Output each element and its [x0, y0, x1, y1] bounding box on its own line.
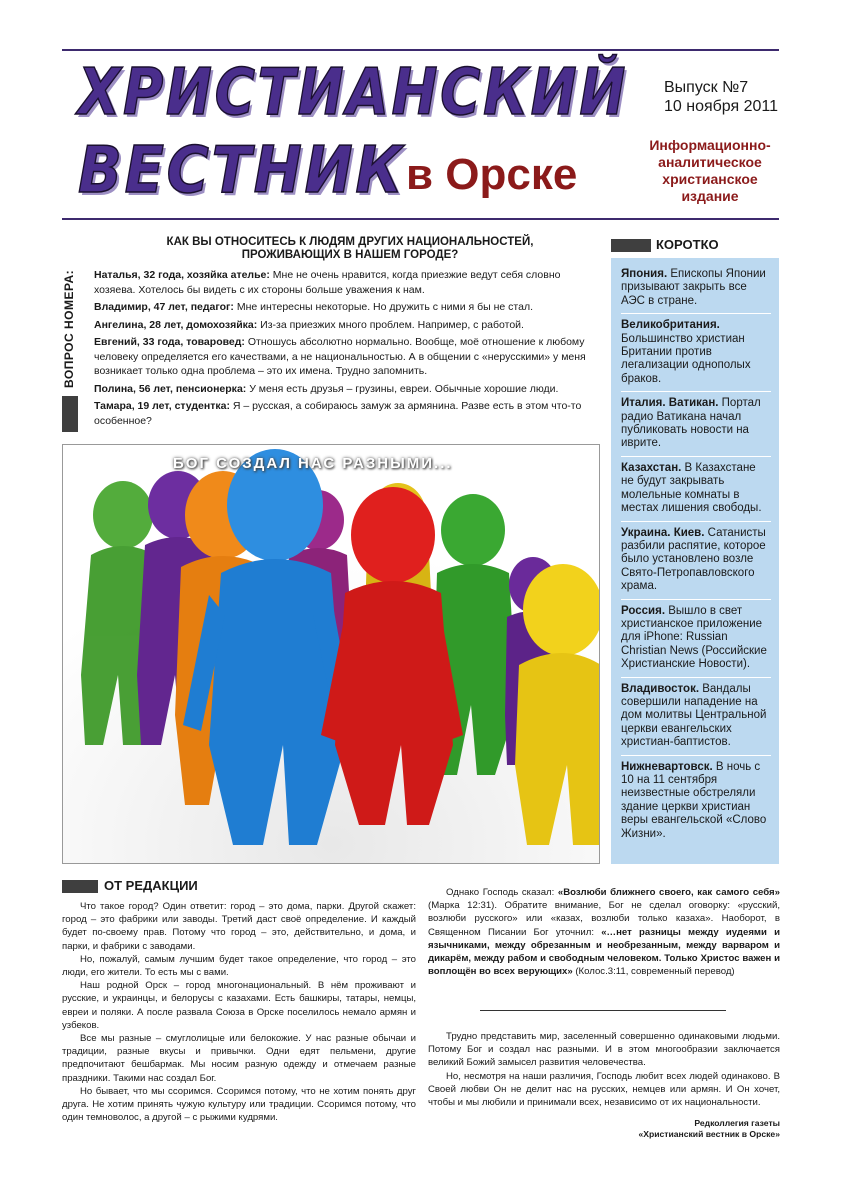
question-side-bar [62, 396, 78, 432]
answer-item [94, 382, 600, 397]
sidebar-heading-bar [611, 239, 651, 252]
editorial-left-column [62, 900, 416, 1124]
editorial-text: (Колос.3:11, современный перевод) [572, 966, 735, 978]
answer-text: У меня есть друзья – грузины, евреи. Обычные хорошие люди. [246, 382, 559, 395]
editorial-heading-bar [62, 880, 98, 893]
news-list [621, 268, 771, 851]
answer-author: Наталья, 32 года, хозяйка ателье: [94, 269, 270, 281]
answer-text: Из-за приезжих много проблем. Например, с работой. [257, 318, 524, 331]
answer-author: Ангелина, 28 лет, домохозяйка: [94, 318, 258, 331]
news-place: Россия. [621, 604, 666, 617]
scripture-quote: «Возлюби ближнего своего, как самого себя» [557, 887, 780, 898]
news-item [621, 605, 771, 678]
news-item [621, 462, 771, 522]
issue-info [664, 78, 778, 116]
photo-caption: БОГ СОЗДАЛ НАС РАЗНЫМИ... [173, 455, 453, 472]
editorial-paragraph: Но, несмотря на наши различия, Господь любит всех людей одинаково. В Своей любви Он не делит нас на русских, немцев или армян. И Он хочет, чтобы и мы любили и принимали всех, независимо от их национальности. [428, 1070, 780, 1109]
issue-number: Выпуск №7 [664, 79, 749, 96]
logo-city: в Орске [406, 150, 578, 199]
news-text: В Казахстане не будут закрывать молельные комнаты в местах лишения свободы. [621, 461, 762, 515]
news-text: В ночь с 10 на 11 сентября неизвестные обстреляли здание церкви христиан веры евангельской «Слово Жизни». [621, 760, 767, 840]
answer-text: Отношусь абсолютно нормально. Вообще, моё отношение к любому человеку определяется его качествами, а не национальностью. А в общении с «нерусскими» у меня возникает только одна проблема – это их имена. Трудно запомнить. [94, 336, 586, 377]
editorial-paragraph: Но бывает, что мы ссоримся. Ссоримся потому, что не хотим понять друг друга. Не хотим принять чужую культуру или традиции. Ссоримся потому, что один темноволос, а другой – с рыжими кудрями. [62, 1085, 416, 1124]
logo-title-line1: ХРИСТИАНСКИЙ [78, 56, 628, 130]
answer-item [94, 399, 600, 428]
answer-item [94, 268, 600, 297]
answer-item [94, 318, 600, 333]
tagline: Информационно-аналитическое христианское издание [649, 137, 771, 204]
answers-list [94, 268, 600, 431]
news-place: Нижневартовск. [621, 760, 713, 773]
scripture-quote: «…нет разницы между иудеями и язычниками, между обрезанным и необрезанным, между варваром и дикарём, между рабом и свободным человеком. Только Христос важен и воплощён во всех верующих» [428, 926, 780, 978]
editorial-right-column [428, 886, 780, 978]
editorial-divider [480, 1010, 726, 1011]
editorial-paragraph: Что такое город? Один ответит: город – это дома, парки. Другой скажет: город – это фабрики или заводы. Третий даст своё определение. И каждый будет по-своему прав. Потому что город – это, действительно, и дома, и парки, и фабрики с заводами. [62, 901, 416, 952]
answer-text: Мне не очень нравится, когда приезжие ведут себя словно хозяева. Хотелось бы видеть с их стороны больше уважения к нам. [94, 269, 561, 296]
news-place: Казахстан. [621, 461, 682, 474]
editorial-text: (Марка 12:31). Обратите внимание, Бог не сделал оговорку: «русский, возлюби русского» или «казах, возлюби только казаха». Наоборот, в Священном Писании Бог уточнил: [428, 900, 780, 938]
news-item [621, 683, 771, 756]
news-text: Епископы Японии призывают закрыть все АЭС в стране. [621, 268, 766, 307]
answer-author: Тамара, 19 лет, студентка: [94, 400, 230, 412]
news-place: Япония. [621, 268, 668, 280]
news-item [621, 527, 771, 600]
news-text: Вышло в свет христианское приложение для iPhone: Russian Christian News (Российские Христианские Новости). [621, 604, 767, 671]
signature-line: «Христианский вестник в Орске» [638, 1129, 780, 1139]
news-text: Вандалы совершили нападение на дом молитвы Центральной церкви евангельских христиан-баптистов. [621, 682, 767, 749]
news-place: Италия. Ватикан. [621, 397, 719, 410]
news-text: Большинство христиан Британии против легализации однополых браков. [621, 332, 751, 385]
masthead-bottom-rule [62, 218, 779, 220]
news-place: Владивосток. [621, 682, 700, 695]
editorial-paragraph: Трудно представить мир, заселенный совершенно одинаковыми людьми. Потому Бог и создал нас разными. И в этом многообразии заключается великий Божий замысел развития человечества. [428, 1031, 780, 1069]
editorial-signature [580, 1118, 780, 1140]
question-side-label: ВОПРОС НОМЕРА: [62, 269, 76, 388]
news-item [621, 319, 771, 392]
editorial-paragraph-scripture [428, 886, 780, 978]
answer-text: Мне интересны некоторые. Но дружить с ними я бы не стал. [233, 301, 533, 313]
editorial-paragraph: Но, пожалуй, самым лучшим будет такое определение, что город – это люди, его жители. То есть мы с вами. [62, 953, 416, 979]
answer-item [94, 300, 600, 315]
signature-line: Редколлегия газеты [694, 1118, 780, 1128]
news-item [621, 397, 771, 457]
news-text: Сатанисты разбили распятие, которое было установлено возле Свято-Петропавловского храма. [621, 526, 766, 593]
masthead-top-rule [62, 49, 779, 51]
editorial-heading: ОТ РЕДАКЦИИ [104, 878, 198, 893]
answer-item [94, 335, 600, 379]
colored-figures-illustration [63, 445, 600, 864]
news-text: Портал радио Ватикана начал публиковать новости на иврите. [621, 397, 761, 450]
answer-author: Евгений, 33 года, товаровед: [94, 336, 245, 348]
news-place: Украина. Киев. [621, 526, 705, 539]
sidebar-heading: КОРОТКО [656, 237, 719, 252]
answer-author: Полина, 56 лет, пенсионерка: [94, 382, 247, 395]
editorial-paragraph: Наш родной Орск – город многонациональный. В нём проживают и русские, и украинцы, и белорусы с казахами. Есть башкиры, татары, немцы, евреи и поляки. А после развала Союза в Орске поселилось немало армян и узбеков. [62, 980, 416, 1031]
news-item [621, 761, 771, 846]
editorial-paragraph: Все мы разные – смуглолицые или белокожие. У нас разные обычаи и традиции, разные вкусы и привычки. Одни едят пельмени, другие предпочитают бешбармак. Мы носим разную одежду и отмечаем разные праздники. Такими нас создал Бог. [62, 1033, 416, 1084]
news-item [621, 268, 771, 314]
logo-title-line2: ВЕСТНИК [78, 134, 406, 208]
answer-text: Я – русская, а собираюсь замуж за армянина. Разве есть в этом что-то особенное? [94, 400, 582, 427]
figure-yellow-front [515, 564, 600, 845]
editorial-right-column-lower [428, 1030, 780, 1109]
question-title: КАК ВЫ ОТНОСИТЕСЬ К ЛЮДЯМ ДРУГИХ НАЦИОНАЛЬНОСТЕЙ, ПРОЖИВАЮЩИХ В НАШЕМ ГОРОДЕ? [166, 236, 534, 261]
issue-date: 10 ноября 2011 [664, 98, 779, 115]
answer-author: Владимир, 47 лет, педагог: [94, 301, 234, 313]
news-place: Великобритания. [621, 319, 720, 332]
people-figures-image [62, 444, 600, 864]
editorial-text: Однако Господь сказал: [446, 887, 558, 898]
